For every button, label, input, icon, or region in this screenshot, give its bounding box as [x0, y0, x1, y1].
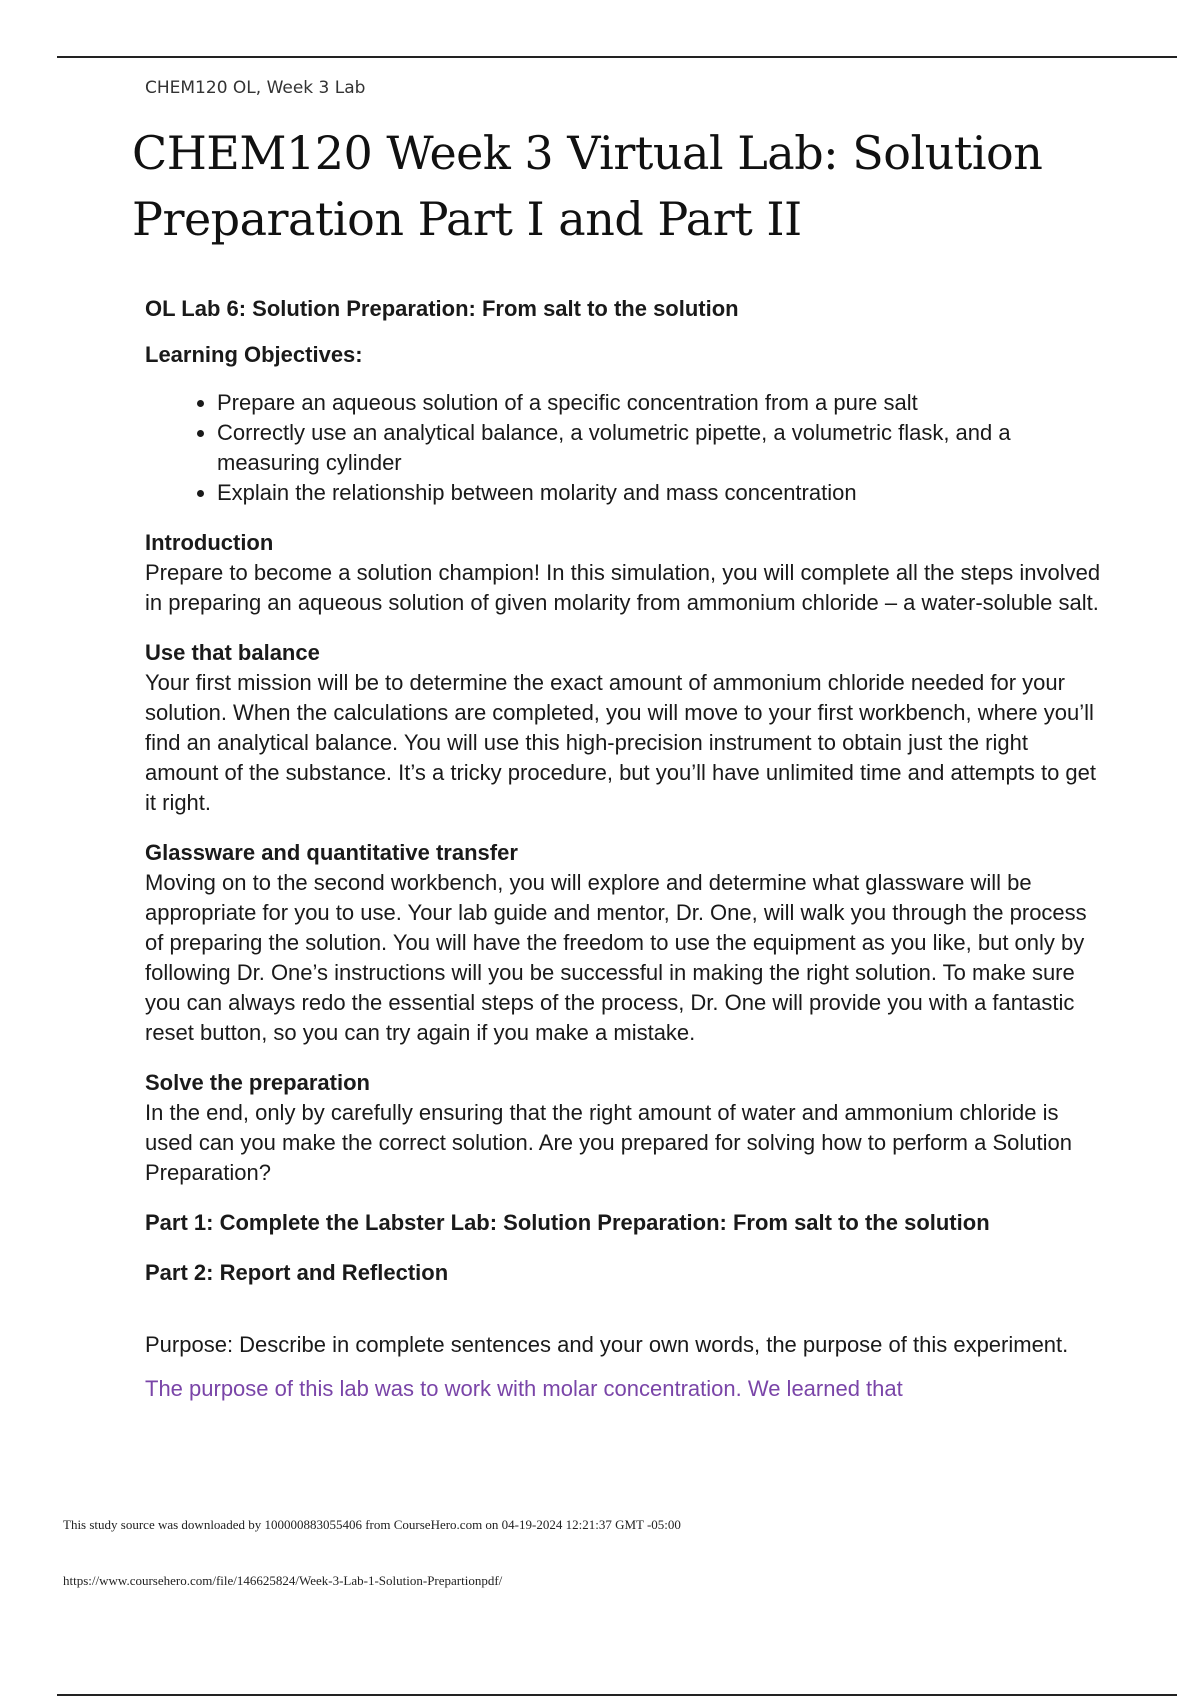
- section-heading: Solve the preparation: [145, 1070, 370, 1095]
- section-heading: Introduction: [145, 530, 274, 555]
- purpose-prompt: Purpose: Describe in complete sentences and your own words, the purpose of this experiment.: [145, 1332, 1069, 1357]
- objective-item: • Explain the relationship between molarity and mass concentration: [217, 478, 1105, 508]
- section-heading: Use that balance: [145, 640, 320, 665]
- section-glassware: [145, 838, 1105, 1048]
- section-introduction: [145, 528, 1105, 618]
- part-1-heading: Part 1: Complete the Labster Lab: Solution Preparation: From salt to the solution: [145, 1210, 990, 1235]
- section-solve-the-preparation: [145, 1068, 1105, 1188]
- section-body: In the end, only by carefully ensuring that the right amount of water and ammonium chloride is used can you make the correct solution. Are you prepared for solving how to perform a Solution Preparation?: [145, 1100, 1072, 1185]
- objective-item: • Prepare an aqueous solution of a specific concentration from a pure salt: [217, 388, 1105, 418]
- objective-item: • Correctly use an analytical balance, a volumetric pipette, a volumetric flask, and a measuring cylinder: [217, 418, 1105, 478]
- section-body: Moving on to the second workbench, you will explore and determine what glassware will be appropriate for you to use. Your lab guide and mentor, Dr. One, will walk you through the process of preparing the solution. You will have the freedom to use the equipment as you like, but only by following Dr. One’s instructions will you be successful in making the right solution. To make sure you can always redo the essential steps of the process, Dr. One will provide you with a fantastic reset button, so you can try again if you make a mistake.: [145, 870, 1087, 1045]
- objectives-heading: Learning Objectives:: [145, 342, 363, 367]
- section-body: Your first mission will be to determine the exact amount of ammonium chloride needed for your solution. When the calculations are completed, you will move to your first workbench, where you’ll find an analytical balance. You will use this high-precision instrument to obtain just the right amount of the substance. It’s a tricky procedure, but you’ll have unlimited time and attempts to get it right.: [145, 670, 1096, 815]
- bottom-rule: [57, 1694, 1177, 1696]
- section-body: Prepare to become a solution champion! In this simulation, you will complete all the steps involved in preparing an aqueous solution of given molarity from ammonium chloride – a water-soluble salt.: [145, 560, 1101, 615]
- document-page: [132, 74, 1105, 1404]
- lab-heading: OL Lab 6: Solution Preparation: From salt to the solution: [145, 296, 739, 321]
- document-title: CHEM120 Week 3 Virtual Lab: Solution Preparation Part I and Part II: [132, 126, 1043, 246]
- section-heading: Glassware and quantitative transfer: [145, 840, 518, 865]
- section-use-that-balance: [145, 638, 1105, 818]
- download-source-notice: This study source was downloaded by 100000883055406 from CourseHero.com on 04-19-2024 12:21:37 GMT -05:00: [63, 1517, 681, 1532]
- top-rule: [57, 56, 1177, 58]
- part-2-heading: Part 2: Report and Reflection: [145, 1260, 449, 1285]
- purpose-answer: The purpose of this lab was to work with molar concentration. We learned that: [145, 1376, 903, 1401]
- objectives-list: [145, 388, 1105, 508]
- source-url: https://www.coursehero.com/file/146625824/Week-3-Lab-1-Solution-Prepartionpdf/: [63, 1573, 503, 1588]
- running-header: CHEM120 OL, Week 3 Lab: [145, 78, 366, 98]
